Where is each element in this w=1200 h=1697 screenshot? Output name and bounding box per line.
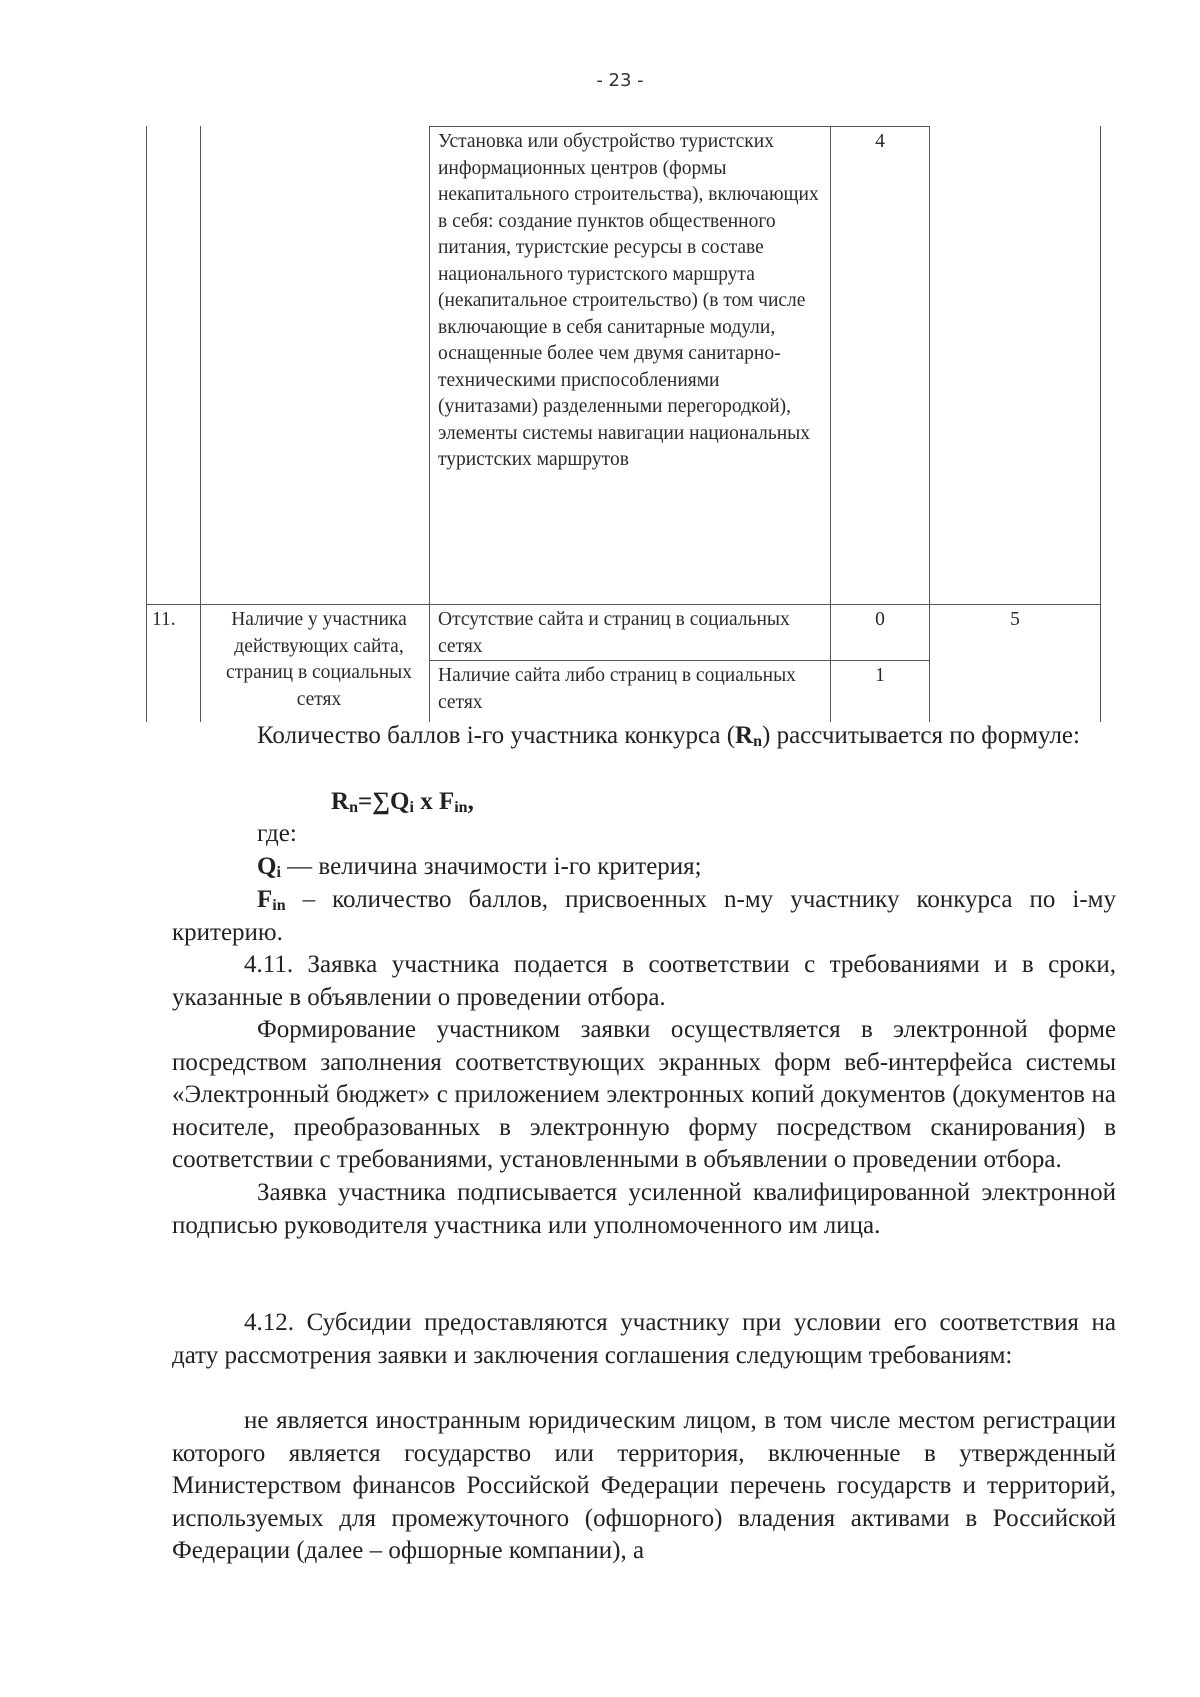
table-divider-number (200, 126, 201, 722)
paragraph-application-forming: Формирование участником заявки осуществляется в электронной форме посредством заполнения соответствующих экранных форм веб-интерфейса системы «Электронный бюджет» с приложением электронных копий документов (документов на носителе, преобразованных в электронную форму посредством сканирования) в соответствии с требованиями, установленными в объявлении о проведении отбора. (172, 1016, 1116, 1173)
table-cell-criterion: Установка или обустройство туристских информационных центров (формы некапитального строительства), включающих в себя: создание пунктов общественного питания, туристские ресурсы в составе национального туристского маршрута (некапитальное строительство) (в том числе включающие в себя санитарные модули, оснащенные более чем двумя санитарно-техническими приспособлениями (унитазами) разделенными перегородкой), элементы системы навигации национальных туристских маршрутов (438, 131, 819, 470)
paragraph-4-11: 4.11. Заявка участника подается в соответствии с требованиями и в сроки, указанные в объявлении о проведении отбора. (172, 951, 1116, 1011)
table-cell-weight: 5 (1010, 609, 1020, 630)
formula-intro: Количество баллов i-го участника конкурса $(R_n)$ рассчитывается по формуле: (257, 722, 1080, 750)
table-divider-name (429, 126, 430, 722)
table-cell-row-number: 11. (152, 609, 176, 630)
paragraph-4-12: 4.12. Субсидии предоставляются участнику при условии его соответствия на дату рассмотрения заявки и заключения соглашения следующим требованиям: (172, 1309, 1116, 1369)
table-option-separator (429, 660, 930, 661)
q-definition: $Q_i$ — величина значимости i-го критерия; (257, 853, 702, 881)
table-cell-criterion-name: Наличие у участника действующих сайта, страниц в социальных сетях (225, 609, 413, 710)
table-cell-option-points: 0 (875, 609, 885, 630)
table-cell-points: 4 (875, 131, 885, 152)
table-cell-option-text: Отсутствие сайта и страниц в социальных сетях (438, 609, 790, 657)
table-divider-criterion (830, 126, 831, 722)
table-row-separator (146, 604, 1101, 605)
table-cell-option-points: 1 (875, 665, 885, 686)
where-label: где: (257, 820, 297, 847)
formula: $R_n=\sum Q_i$ x $F_{in}$, (331, 788, 474, 816)
paragraph-not-foreign-entity: не является иностранным юридическим лицом, в том числе местом регистрации которого является государство или территория, включенные в утвержденный Министерством финансов Российской Федерации перечень государств и территорий, используемых для промежуточного (офшорного) владения активами в Российской Федерации (далее – офшорные компании), а (172, 1407, 1116, 1564)
table-top-line (429, 126, 930, 127)
table-border-left (146, 126, 147, 722)
f-definition: $F_{in}$ – количество баллов, присвоенных n-му участнику конкурса по i-му критерию. (172, 886, 1116, 946)
table-border-right (1100, 126, 1101, 722)
paragraph-application-signature: Заявка участника подписывается усиленной квалифицированной электронной подписью руководителя участника или уполномоченного им лица. (172, 1179, 1116, 1239)
table-divider-points (929, 126, 930, 722)
table-cell-option-text: Наличие сайта либо страниц в социальных сетях (438, 665, 796, 713)
page-number: - 23 - (596, 70, 644, 91)
